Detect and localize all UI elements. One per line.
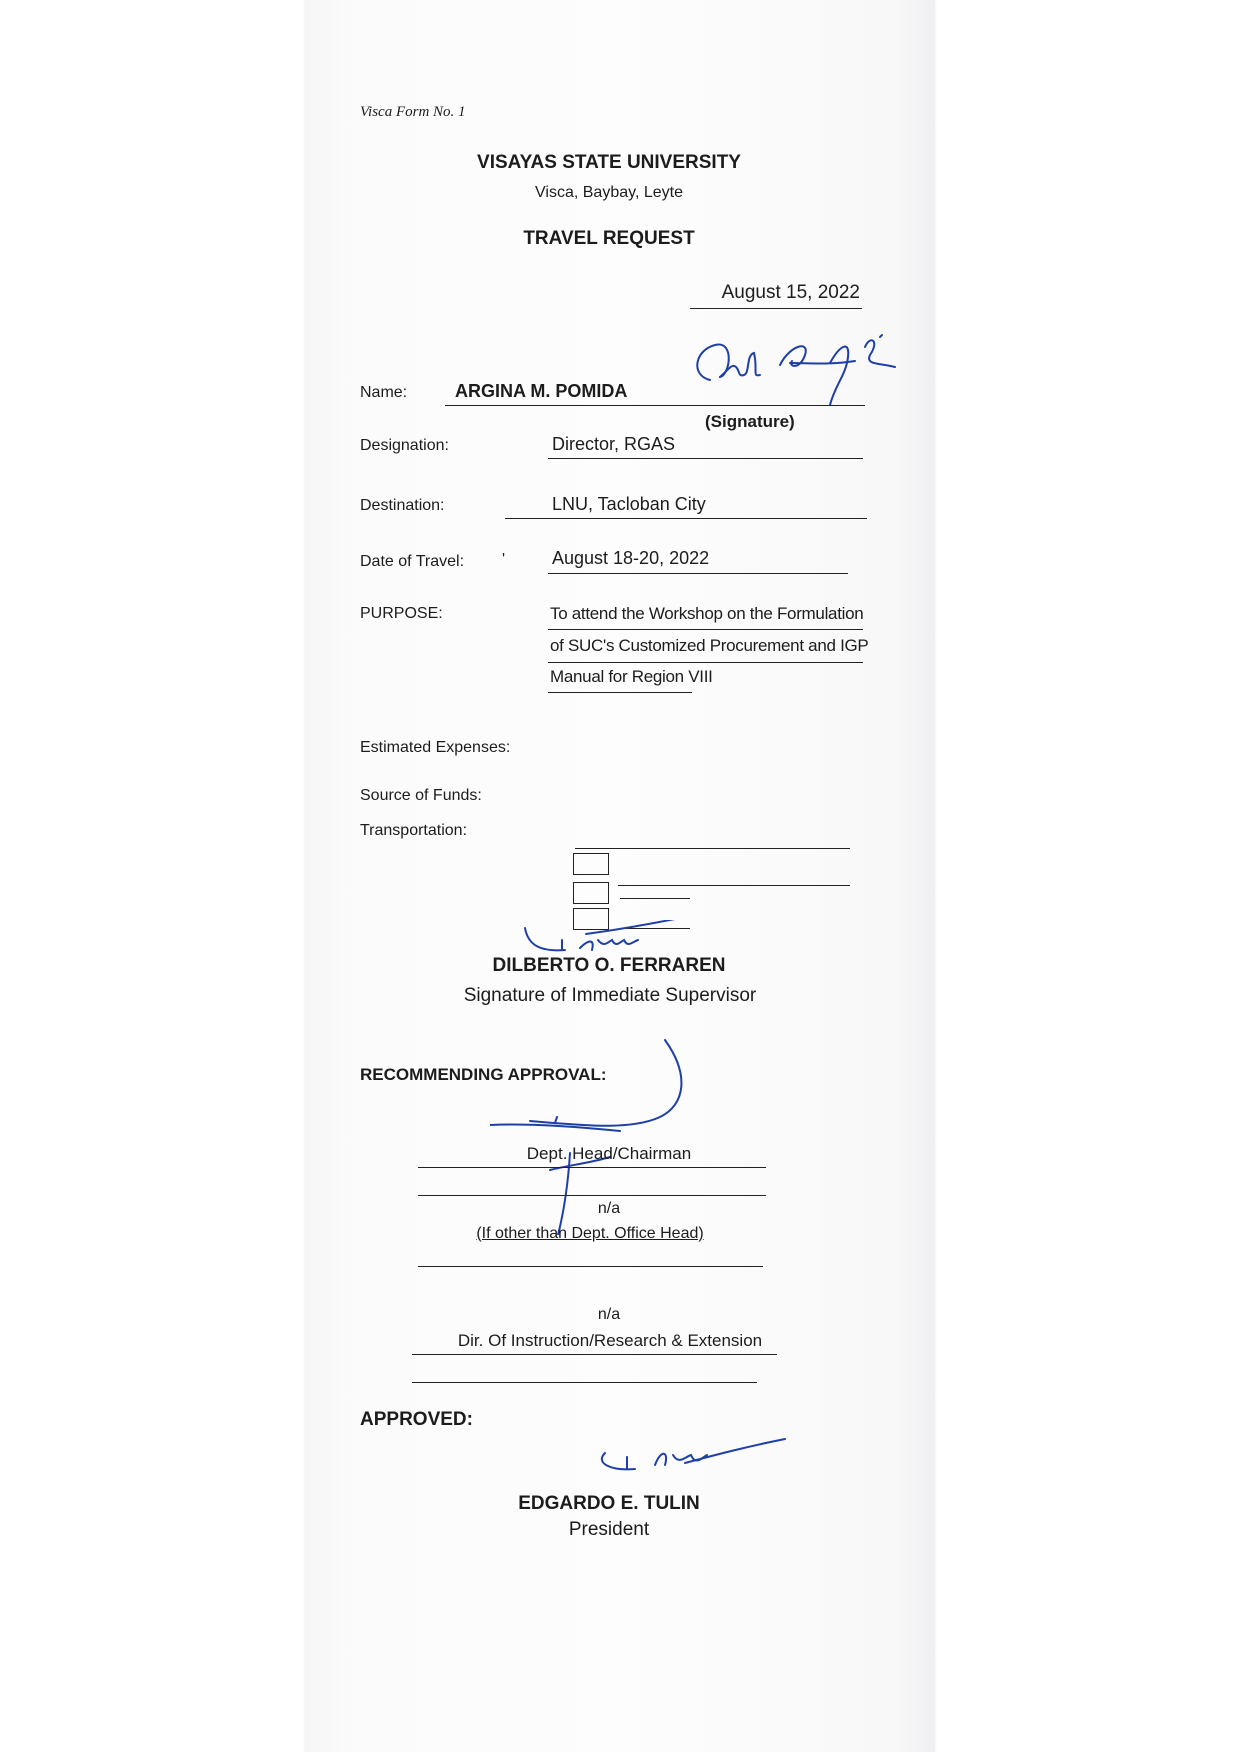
transportation-label: Transportation: <box>360 822 468 839</box>
transport-line-1 <box>575 848 850 849</box>
supervisor-name: DILBERTO O. FERRAREN <box>492 955 726 976</box>
transport-line-3 <box>620 898 690 899</box>
dept-head-label: Dept. Head/Chairman <box>526 1144 692 1163</box>
destination-label: Destination: <box>360 497 445 514</box>
president-name: EDGARDO E. TULIN <box>518 1493 700 1514</box>
transport-checkbox-1[interactable] <box>573 853 609 875</box>
purpose-line-2: of SUC's Customized Procurement and IGP <box>550 636 869 655</box>
purpose-label: PURPOSE: <box>360 605 443 622</box>
date-of-travel-value: August 18-20, 2022 <box>552 548 710 568</box>
paper-sheet <box>305 0 935 1752</box>
purpose-line-3: Manual for Region VIII <box>550 667 713 686</box>
form-title: TRAVEL REQUEST <box>523 228 695 249</box>
president-title: President <box>568 1519 650 1540</box>
president-signature-icon <box>595 1435 795 1485</box>
director-label: Dir. Of Instruction/Research & Extension <box>457 1331 763 1350</box>
purpose-line-1: To attend the Workshop on the Formulation <box>550 604 864 623</box>
name-underline <box>445 405 865 406</box>
request-date: August 15, 2022 <box>721 282 860 303</box>
na-2: n/a <box>597 1306 621 1323</box>
estimated-expenses-label: Estimated Expenses: <box>360 739 511 756</box>
other-head-label: (If other than Dept. Office Head) <box>476 1225 704 1242</box>
source-of-funds-label: Source of Funds: <box>360 787 482 804</box>
designation-underline <box>548 458 863 459</box>
purpose-underline-3 <box>548 692 692 693</box>
university-address: Visca, Baybay, Leyte <box>535 184 683 201</box>
form-number: Visca Form No. 1 <box>360 104 466 120</box>
university-name: VISAYAS STATE UNIVERSITY <box>477 152 741 173</box>
na-1: n/a <box>597 1200 621 1217</box>
purpose-underline-2 <box>548 662 863 663</box>
purpose-underline-1 <box>548 629 863 630</box>
recommending-heading: RECOMMENDING APPROVAL: <box>360 1065 607 1084</box>
director-line <box>412 1354 777 1355</box>
transport-line-2 <box>618 885 850 886</box>
transport-checkbox-2[interactable] <box>573 882 609 904</box>
destination-underline <box>505 518 867 519</box>
destination-value: LNU, Tacloban City <box>552 494 706 514</box>
director-signature-line <box>412 1382 757 1383</box>
date-underline <box>690 308 862 309</box>
name-value: ARGINA M. POMIDA <box>455 381 628 401</box>
other-head-line <box>418 1266 763 1267</box>
supervisor-caption: Signature of Immediate Supervisor <box>463 985 757 1006</box>
date-of-travel-label: Date of Travel: <box>360 553 465 570</box>
name-label: Name: <box>360 384 408 401</box>
dept-head-line <box>418 1167 766 1168</box>
date-of-travel-mark: ' <box>502 551 506 568</box>
other-head-signature-line <box>418 1195 766 1196</box>
designation-value: Director, RGAS <box>552 434 676 454</box>
date-of-travel-underline <box>548 573 848 574</box>
designation-label: Designation: <box>360 437 449 454</box>
signature-caption: (Signature) <box>705 412 795 431</box>
approved-heading: APPROVED: <box>360 1409 473 1430</box>
